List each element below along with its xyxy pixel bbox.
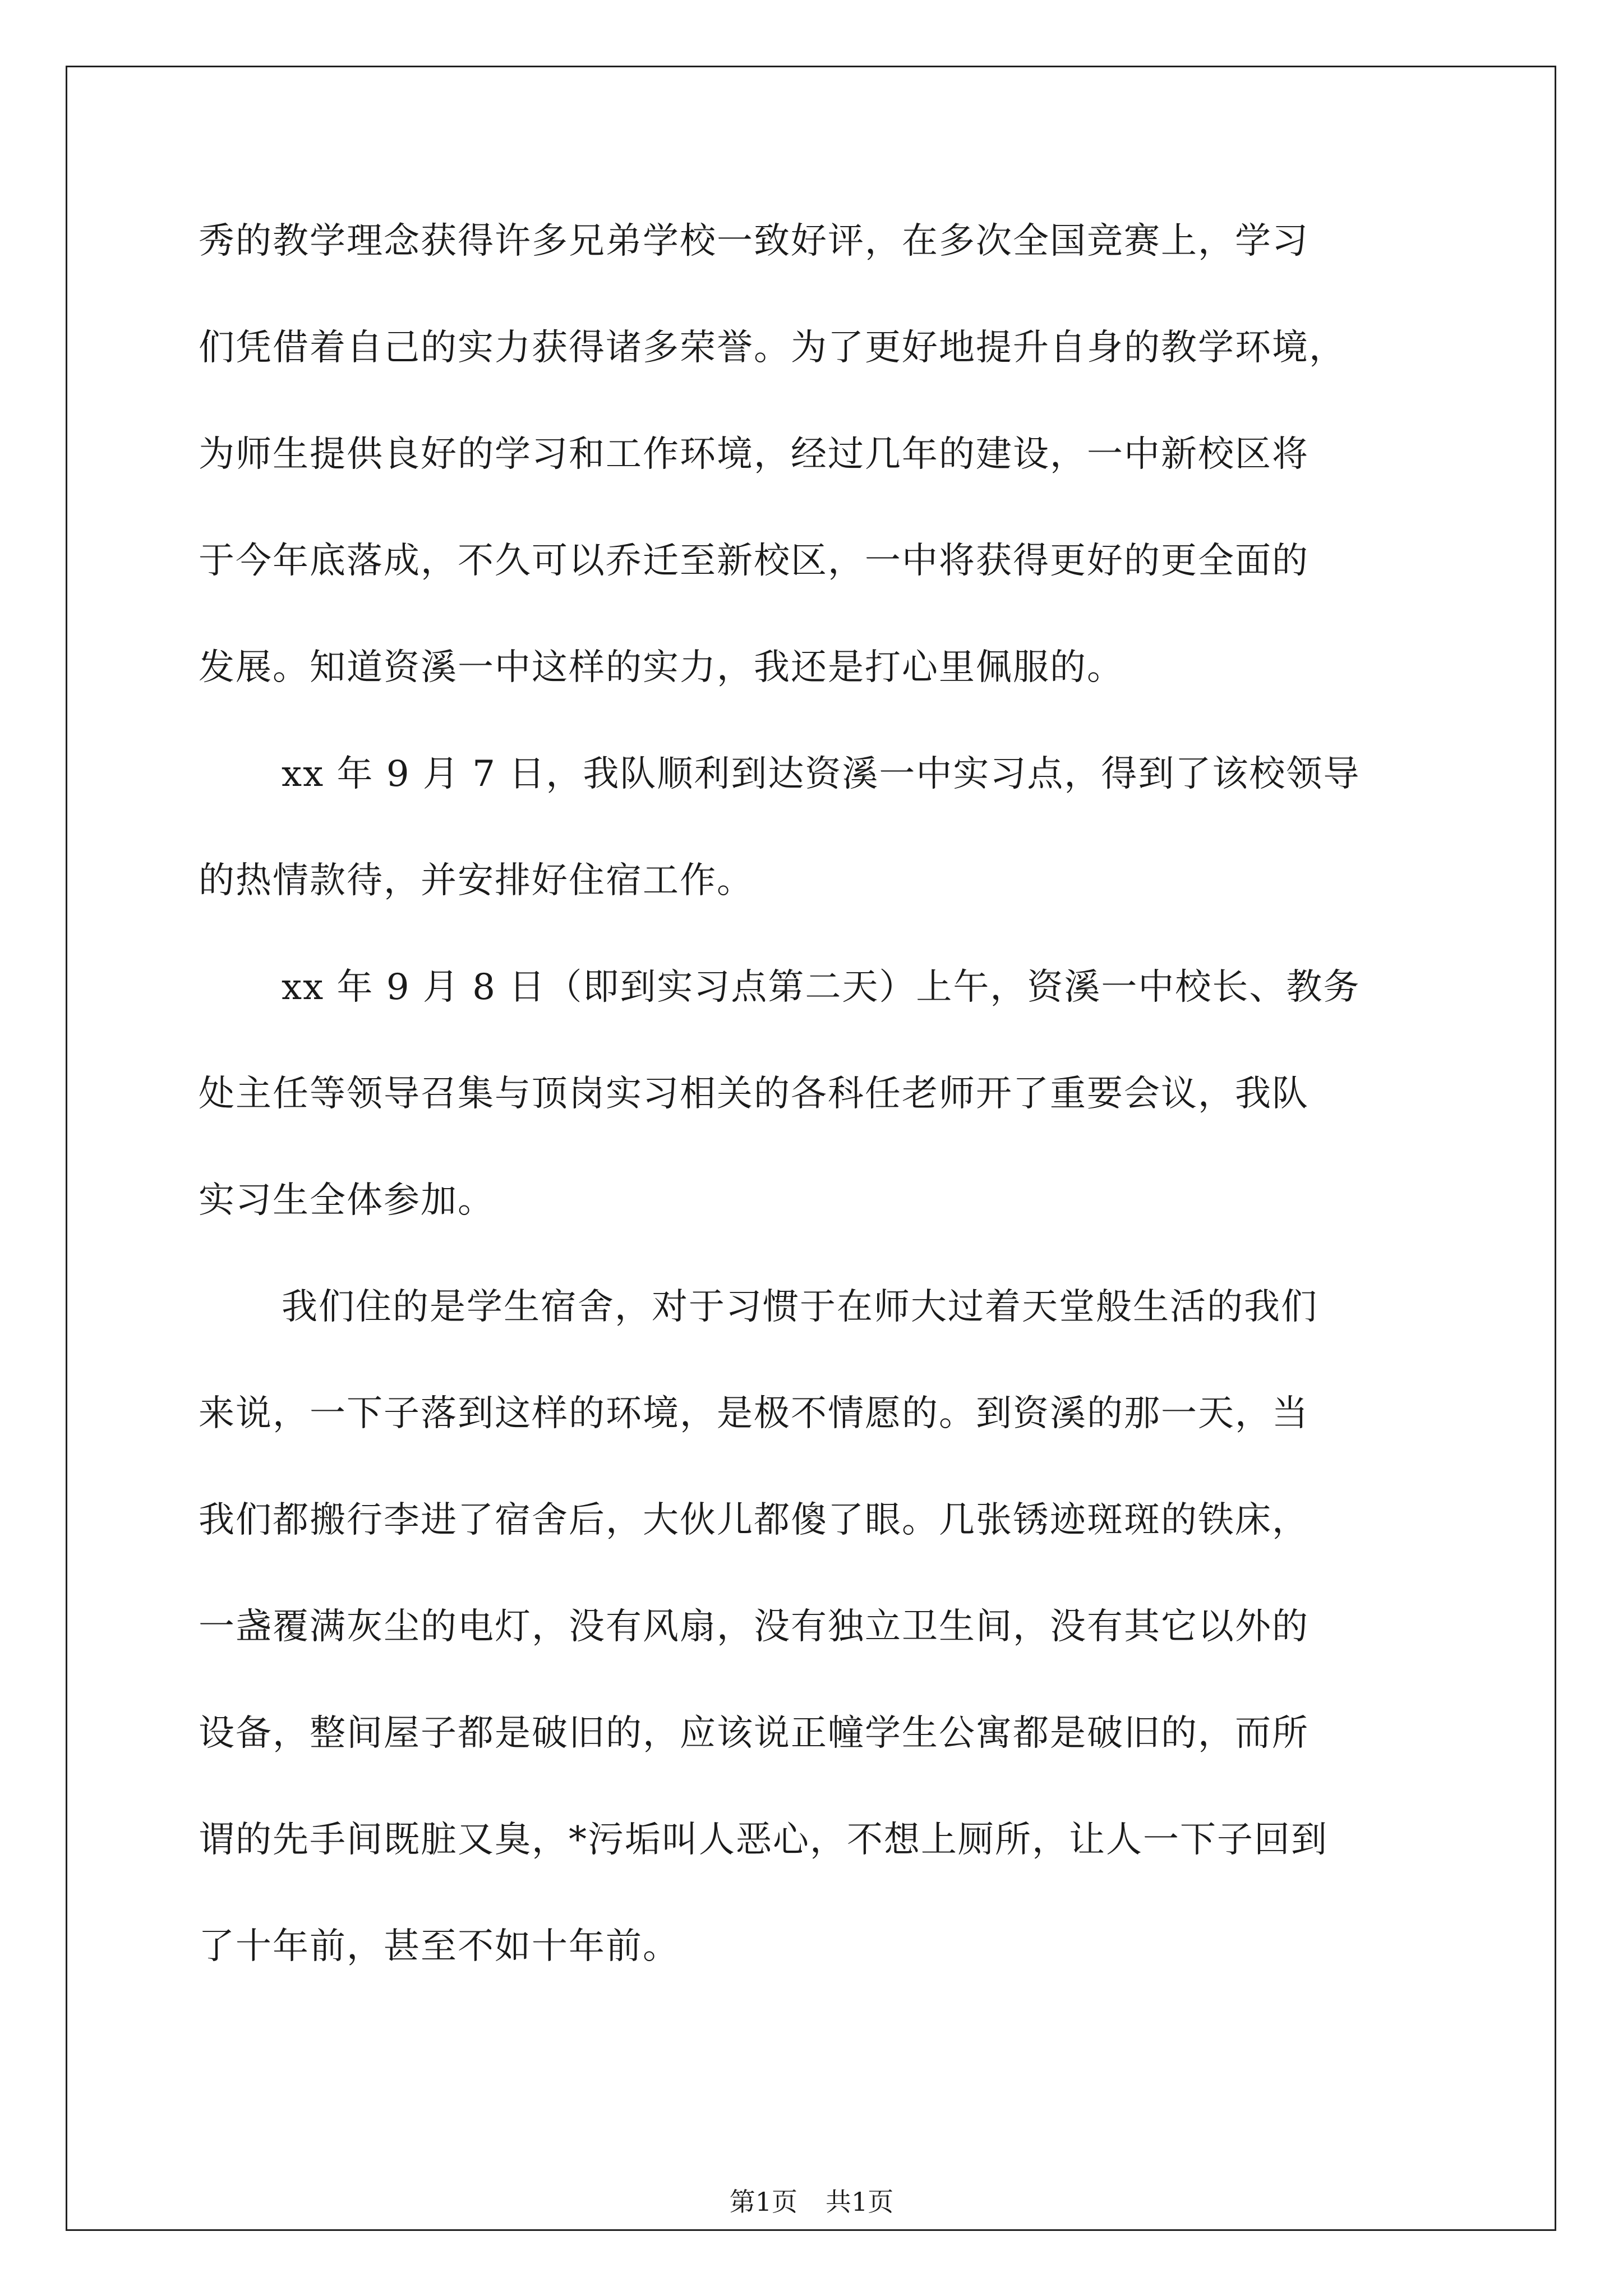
paragraph-first-line: xx 年 9 月 7 日，我队顺利到达资溪一中实习点，得到了该校领导 [282, 753, 1361, 795]
text-line: 设备，整间屋子都是破旧的，应该说正幢学生公寓都是破旧的，而所 [199, 1713, 1309, 1754]
document-body [199, 216, 1432, 2028]
page-number-current: 第1页 [729, 2187, 797, 2217]
text-line: 的热情款待，并安排好住宿工作。 [199, 860, 754, 901]
text-line: 来说，一下子落到这样的环境，是极不情愿的。到资溪的那一天，当 [199, 1393, 1309, 1434]
text-line: 为师生提供良好的学习和工作环境，经过几年的建设，一中新校区将 [199, 434, 1309, 475]
paragraph-first-line: 我们住的是学生宿舍，对于习惯于在师大过着天堂般生活的我们 [282, 1286, 1318, 1328]
text-line: 秀的教学理念获得许多兄弟学校一致好评，在多次全国竞赛上，学习 [199, 220, 1309, 262]
text-line: 发展。知道资溪一中这样的实力，我还是打心里佩服的。 [199, 647, 1124, 688]
text-line: 们凭借着自己的实力获得诸多荣誉。为了更好地提升自身的教学环境， [199, 327, 1346, 369]
text-line: 处主任等领导召集与顶岗实习相关的各科任老师开了重要会议，我队 [199, 1073, 1309, 1115]
text-line: 于今年底落成，不久可以乔迁至新校区，一中将获得更好的更全面的 [199, 540, 1309, 582]
page-footer [0, 2185, 1623, 2219]
text-line: 实习生全体参加。 [199, 1180, 495, 1221]
paragraph-first-line: xx 年 9 月 8 日（即到实习点第二天）上午，资溪一中校长、教务 [282, 967, 1361, 1008]
page-number-total: 共1页 [826, 2187, 894, 2217]
text-line: 了十年前，甚至不如十年前。 [199, 1926, 680, 1967]
text-line: 谓的先手间既脏又臭，*污垢叫人恶心，不想上厕所，让人一下子回到 [199, 1819, 1328, 1861]
text-line: 我们都搬行李进了宿舍后，大伙儿都傻了眼。几张锈迹斑斑的铁床， [199, 1499, 1309, 1541]
text-line: 一盏覆满灰尘的电灯，没有风扇，没有独立卫生间，没有其它以外的 [199, 1606, 1309, 1648]
